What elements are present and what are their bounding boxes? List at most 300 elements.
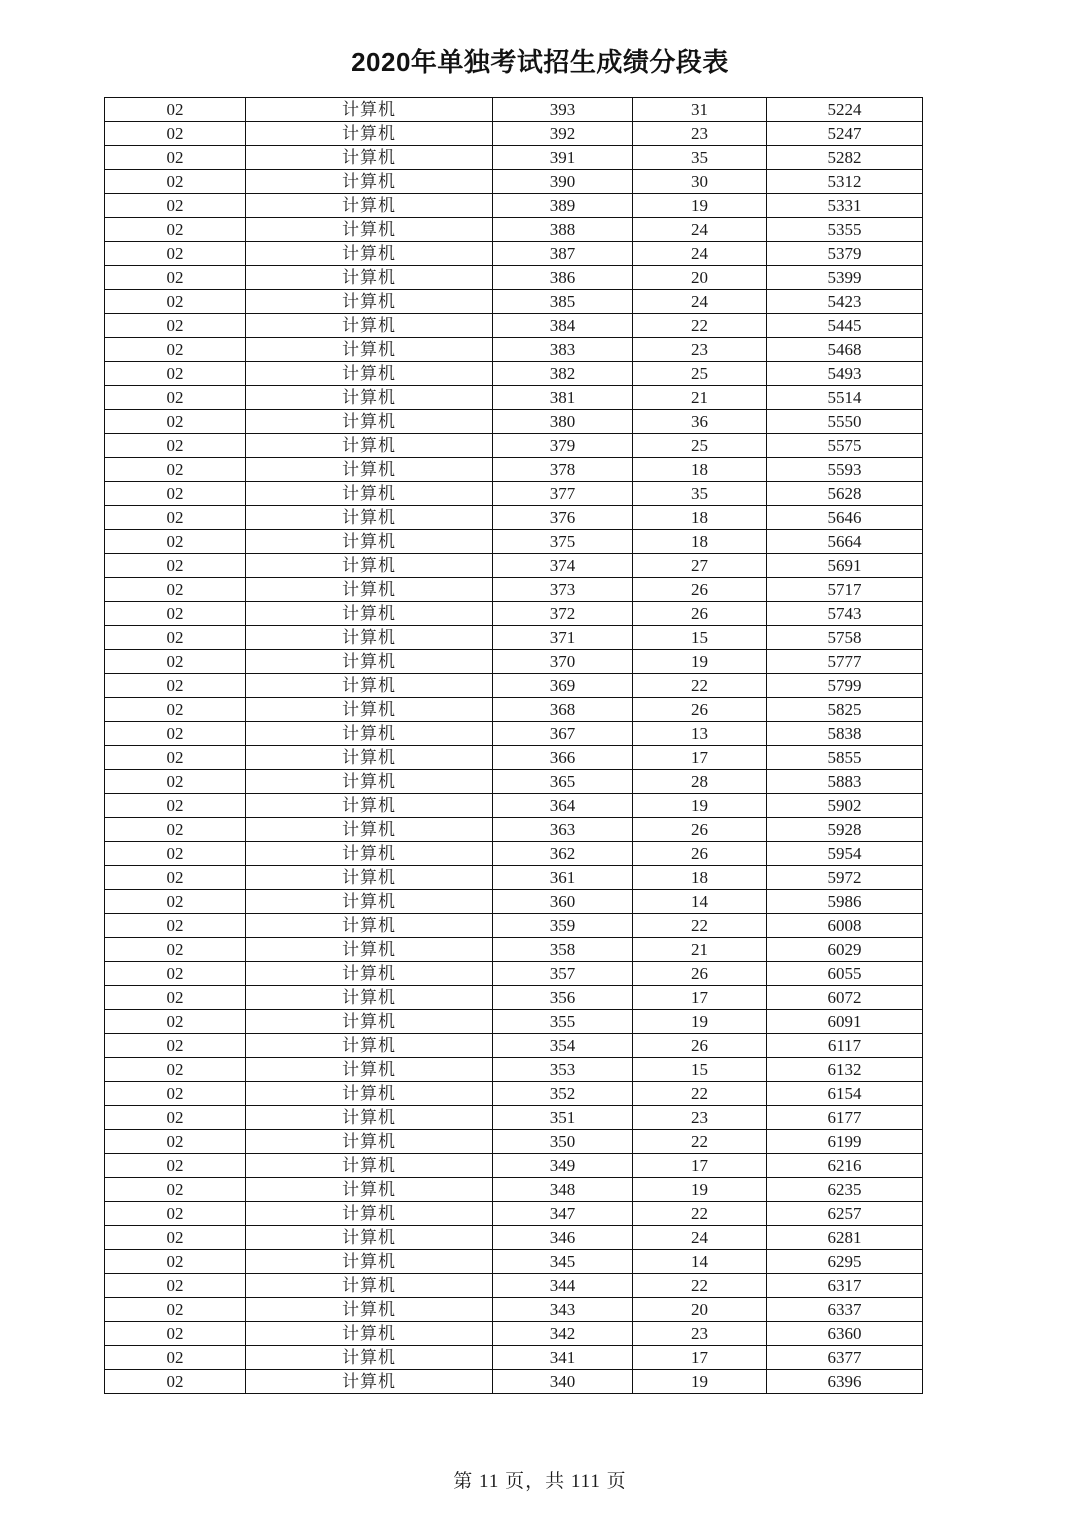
cell-cumulative: 5575 — [767, 434, 923, 458]
cell-subject-name: 计算机 — [246, 842, 493, 866]
cell-count: 19 — [633, 1370, 767, 1394]
cell-subject-name: 计算机 — [246, 1370, 493, 1394]
cell-subject-name: 计算机 — [246, 1034, 493, 1058]
page-title: 2020年单独考试招生成绩分段表 — [351, 47, 729, 77]
cell-category-code: 02 — [105, 698, 246, 722]
cell-subject-name: 计算机 — [246, 242, 493, 266]
cell-score: 369 — [493, 674, 633, 698]
table-row — [105, 1058, 923, 1082]
table-row — [105, 482, 923, 506]
cell-subject-name: 计算机 — [246, 434, 493, 458]
cell-score: 348 — [493, 1178, 633, 1202]
cell-score: 382 — [493, 362, 633, 386]
cell-count: 35 — [633, 482, 767, 506]
cell-subject-name: 计算机 — [246, 122, 493, 146]
cell-subject-name: 计算机 — [246, 1058, 493, 1082]
cell-score: 352 — [493, 1082, 633, 1106]
cell-score: 391 — [493, 146, 633, 170]
cell-category-code: 02 — [105, 602, 246, 626]
cell-category-code: 02 — [105, 578, 246, 602]
table-row — [105, 914, 923, 938]
cell-subject-name: 计算机 — [246, 218, 493, 242]
cell-category-code: 02 — [105, 818, 246, 842]
cell-score: 376 — [493, 506, 633, 530]
cell-score: 386 — [493, 266, 633, 290]
cell-score: 371 — [493, 626, 633, 650]
cell-count: 24 — [633, 242, 767, 266]
cell-cumulative: 6117 — [767, 1034, 923, 1058]
cell-subject-name: 计算机 — [246, 1298, 493, 1322]
cell-subject-name: 计算机 — [246, 1226, 493, 1250]
cell-subject-name: 计算机 — [246, 1154, 493, 1178]
cell-subject-name: 计算机 — [246, 1130, 493, 1154]
cell-subject-name: 计算机 — [246, 1202, 493, 1226]
cell-count: 24 — [633, 1226, 767, 1250]
cell-category-code: 02 — [105, 1226, 246, 1250]
cell-count: 26 — [633, 818, 767, 842]
table-row — [105, 1346, 923, 1370]
cell-subject-name: 计算机 — [246, 938, 493, 962]
cell-score: 359 — [493, 914, 633, 938]
cell-cumulative: 5355 — [767, 218, 923, 242]
cell-subject-name: 计算机 — [246, 1250, 493, 1274]
cell-count: 23 — [633, 1106, 767, 1130]
table-row — [105, 1322, 923, 1346]
cell-count: 18 — [633, 458, 767, 482]
table-row — [105, 194, 923, 218]
cell-category-code: 02 — [105, 338, 246, 362]
cell-category-code: 02 — [105, 1058, 246, 1082]
cell-score: 385 — [493, 290, 633, 314]
cell-score: 383 — [493, 338, 633, 362]
cell-category-code: 02 — [105, 1298, 246, 1322]
cell-subject-name: 计算机 — [246, 410, 493, 434]
cell-category-code: 02 — [105, 242, 246, 266]
cell-score: 354 — [493, 1034, 633, 1058]
cell-count: 23 — [633, 338, 767, 362]
cell-cumulative: 6317 — [767, 1274, 923, 1298]
cell-score: 388 — [493, 218, 633, 242]
table-row — [105, 722, 923, 746]
cell-category-code: 02 — [105, 530, 246, 554]
cell-cumulative: 5224 — [767, 98, 923, 122]
cell-cumulative: 6072 — [767, 986, 923, 1010]
cell-subject-name: 计算机 — [246, 482, 493, 506]
table-row — [105, 986, 923, 1010]
score-distribution-table-container — [104, 97, 922, 1394]
cell-count: 17 — [633, 746, 767, 770]
cell-category-code: 02 — [105, 194, 246, 218]
cell-cumulative: 5777 — [767, 650, 923, 674]
table-row — [105, 1154, 923, 1178]
cell-category-code: 02 — [105, 842, 246, 866]
cell-count: 26 — [633, 602, 767, 626]
cell-count: 35 — [633, 146, 767, 170]
cell-count: 20 — [633, 266, 767, 290]
cell-category-code: 02 — [105, 866, 246, 890]
table-row — [105, 1202, 923, 1226]
cell-cumulative: 6235 — [767, 1178, 923, 1202]
cell-count: 26 — [633, 578, 767, 602]
cell-subject-name: 计算机 — [246, 746, 493, 770]
table-row — [105, 1034, 923, 1058]
cell-count: 18 — [633, 530, 767, 554]
cell-cumulative: 5331 — [767, 194, 923, 218]
cell-subject-name: 计算机 — [246, 890, 493, 914]
cell-subject-name: 计算机 — [246, 506, 493, 530]
cell-cumulative: 5247 — [767, 122, 923, 146]
cell-count: 28 — [633, 770, 767, 794]
cell-score: 387 — [493, 242, 633, 266]
cell-score: 380 — [493, 410, 633, 434]
cell-subject-name: 计算机 — [246, 146, 493, 170]
cell-count: 22 — [633, 914, 767, 938]
cell-score: 353 — [493, 1058, 633, 1082]
cell-score: 389 — [493, 194, 633, 218]
cell-count: 18 — [633, 866, 767, 890]
cell-score: 375 — [493, 530, 633, 554]
cell-category-code: 02 — [105, 1154, 246, 1178]
cell-count: 24 — [633, 218, 767, 242]
table-row — [105, 770, 923, 794]
cell-count: 18 — [633, 506, 767, 530]
cell-count: 22 — [633, 674, 767, 698]
table-row — [105, 746, 923, 770]
table-row — [105, 338, 923, 362]
cell-cumulative: 6091 — [767, 1010, 923, 1034]
cell-category-code: 02 — [105, 794, 246, 818]
cell-subject-name: 计算机 — [246, 626, 493, 650]
score-distribution-table — [104, 97, 923, 1394]
cell-subject-name: 计算机 — [246, 170, 493, 194]
cell-cumulative: 5954 — [767, 842, 923, 866]
cell-subject-name: 计算机 — [246, 194, 493, 218]
table-row — [105, 266, 923, 290]
cell-score: 366 — [493, 746, 633, 770]
table-row — [105, 626, 923, 650]
cell-cumulative: 5902 — [767, 794, 923, 818]
cell-count: 36 — [633, 410, 767, 434]
cell-count: 21 — [633, 938, 767, 962]
cell-score: 343 — [493, 1298, 633, 1322]
cell-count: 26 — [633, 1034, 767, 1058]
table-row — [105, 938, 923, 962]
table-row — [105, 698, 923, 722]
cell-category-code: 02 — [105, 98, 246, 122]
cell-count: 21 — [633, 386, 767, 410]
cell-score: 346 — [493, 1226, 633, 1250]
cell-subject-name: 计算机 — [246, 554, 493, 578]
cell-subject-name: 计算机 — [246, 986, 493, 1010]
cell-cumulative: 6177 — [767, 1106, 923, 1130]
cell-category-code: 02 — [105, 986, 246, 1010]
cell-category-code: 02 — [105, 1274, 246, 1298]
table-row — [105, 1010, 923, 1034]
cell-subject-name: 计算机 — [246, 362, 493, 386]
table-row — [105, 530, 923, 554]
cell-cumulative: 5493 — [767, 362, 923, 386]
table-row — [105, 818, 923, 842]
cell-count: 22 — [633, 1274, 767, 1298]
cell-category-code: 02 — [105, 1202, 246, 1226]
cell-score: 356 — [493, 986, 633, 1010]
cell-category-code: 02 — [105, 1034, 246, 1058]
cell-subject-name: 计算机 — [246, 722, 493, 746]
page-footer: 第 11 页，共 111 页 — [453, 1471, 627, 1492]
cell-cumulative: 6216 — [767, 1154, 923, 1178]
cell-category-code: 02 — [105, 650, 246, 674]
cell-cumulative: 5628 — [767, 482, 923, 506]
cell-cumulative: 6360 — [767, 1322, 923, 1346]
cell-count: 26 — [633, 698, 767, 722]
cell-cumulative: 6132 — [767, 1058, 923, 1082]
table-row — [105, 962, 923, 986]
cell-count: 17 — [633, 1154, 767, 1178]
cell-score: 393 — [493, 98, 633, 122]
cell-score: 367 — [493, 722, 633, 746]
cell-cumulative: 5691 — [767, 554, 923, 578]
cell-score: 362 — [493, 842, 633, 866]
cell-score: 365 — [493, 770, 633, 794]
cell-score: 368 — [493, 698, 633, 722]
cell-category-code: 02 — [105, 1370, 246, 1394]
cell-count: 19 — [633, 1010, 767, 1034]
cell-cumulative: 5399 — [767, 266, 923, 290]
cell-subject-name: 计算机 — [246, 338, 493, 362]
cell-count: 31 — [633, 98, 767, 122]
table-row — [105, 410, 923, 434]
cell-count: 27 — [633, 554, 767, 578]
cell-subject-name: 计算机 — [246, 1010, 493, 1034]
cell-cumulative: 5282 — [767, 146, 923, 170]
cell-score: 350 — [493, 1130, 633, 1154]
cell-subject-name: 计算机 — [246, 1346, 493, 1370]
cell-category-code: 02 — [105, 482, 246, 506]
cell-count: 17 — [633, 1346, 767, 1370]
cell-count: 20 — [633, 1298, 767, 1322]
cell-count: 22 — [633, 1202, 767, 1226]
cell-cumulative: 6154 — [767, 1082, 923, 1106]
cell-category-code: 02 — [105, 434, 246, 458]
cell-subject-name: 计算机 — [246, 1082, 493, 1106]
cell-category-code: 02 — [105, 770, 246, 794]
cell-category-code: 02 — [105, 962, 246, 986]
cell-cumulative: 5514 — [767, 386, 923, 410]
cell-count: 23 — [633, 1322, 767, 1346]
cell-score: 392 — [493, 122, 633, 146]
cell-cumulative: 6029 — [767, 938, 923, 962]
table-row — [105, 218, 923, 242]
cell-subject-name: 计算机 — [246, 1322, 493, 1346]
cell-subject-name: 计算机 — [246, 650, 493, 674]
cell-score: 373 — [493, 578, 633, 602]
cell-category-code: 02 — [105, 722, 246, 746]
cell-subject-name: 计算机 — [246, 818, 493, 842]
cell-score: 370 — [493, 650, 633, 674]
cell-subject-name: 计算机 — [246, 290, 493, 314]
table-row — [105, 890, 923, 914]
cell-category-code: 02 — [105, 290, 246, 314]
cell-score: 381 — [493, 386, 633, 410]
cell-count: 30 — [633, 170, 767, 194]
cell-category-code: 02 — [105, 674, 246, 698]
cell-subject-name: 计算机 — [246, 698, 493, 722]
table-row — [105, 1298, 923, 1322]
cell-count: 25 — [633, 362, 767, 386]
cell-cumulative: 5646 — [767, 506, 923, 530]
cell-category-code: 02 — [105, 1346, 246, 1370]
cell-category-code: 02 — [105, 146, 246, 170]
table-row — [105, 602, 923, 626]
cell-score: 361 — [493, 866, 633, 890]
cell-subject-name: 计算机 — [246, 770, 493, 794]
cell-category-code: 02 — [105, 1178, 246, 1202]
cell-count: 19 — [633, 194, 767, 218]
cell-score: 384 — [493, 314, 633, 338]
cell-count: 13 — [633, 722, 767, 746]
cell-category-code: 02 — [105, 938, 246, 962]
cell-cumulative: 6377 — [767, 1346, 923, 1370]
cell-cumulative: 5883 — [767, 770, 923, 794]
cell-count: 14 — [633, 890, 767, 914]
cell-cumulative: 5758 — [767, 626, 923, 650]
cell-category-code: 02 — [105, 1250, 246, 1274]
cell-cumulative: 6337 — [767, 1298, 923, 1322]
cell-count: 15 — [633, 1058, 767, 1082]
table-row — [105, 842, 923, 866]
cell-score: 363 — [493, 818, 633, 842]
cell-category-code: 02 — [105, 218, 246, 242]
cell-category-code: 02 — [105, 1010, 246, 1034]
cell-subject-name: 计算机 — [246, 314, 493, 338]
cell-cumulative: 6257 — [767, 1202, 923, 1226]
cell-subject-name: 计算机 — [246, 1178, 493, 1202]
cell-cumulative: 5799 — [767, 674, 923, 698]
cell-score: 341 — [493, 1346, 633, 1370]
cell-subject-name: 计算机 — [246, 602, 493, 626]
cell-category-code: 02 — [105, 506, 246, 530]
cell-category-code: 02 — [105, 626, 246, 650]
table-row — [105, 458, 923, 482]
cell-count: 17 — [633, 986, 767, 1010]
cell-subject-name: 计算机 — [246, 530, 493, 554]
table-row — [105, 122, 923, 146]
table-row — [105, 1082, 923, 1106]
table-row — [105, 1370, 923, 1394]
cell-score: 357 — [493, 962, 633, 986]
cell-score: 355 — [493, 1010, 633, 1034]
table-row — [105, 674, 923, 698]
table-row — [105, 314, 923, 338]
cell-count: 14 — [633, 1250, 767, 1274]
cell-score: 340 — [493, 1370, 633, 1394]
cell-category-code: 02 — [105, 554, 246, 578]
cell-count: 23 — [633, 122, 767, 146]
cell-cumulative: 5928 — [767, 818, 923, 842]
score-distribution-table-body — [105, 98, 923, 1394]
cell-count: 24 — [633, 290, 767, 314]
cell-category-code: 02 — [105, 122, 246, 146]
cell-count: 19 — [633, 1178, 767, 1202]
cell-count: 19 — [633, 650, 767, 674]
table-row — [105, 1178, 923, 1202]
cell-cumulative: 5379 — [767, 242, 923, 266]
table-row — [105, 1226, 923, 1250]
cell-cumulative: 6281 — [767, 1226, 923, 1250]
cell-subject-name: 计算机 — [246, 98, 493, 122]
cell-cumulative: 5972 — [767, 866, 923, 890]
cell-count: 22 — [633, 1082, 767, 1106]
cell-cumulative: 5838 — [767, 722, 923, 746]
cell-cumulative: 6055 — [767, 962, 923, 986]
cell-category-code: 02 — [105, 1322, 246, 1346]
cell-cumulative: 5593 — [767, 458, 923, 482]
cell-category-code: 02 — [105, 170, 246, 194]
cell-cumulative: 5423 — [767, 290, 923, 314]
cell-subject-name: 计算机 — [246, 914, 493, 938]
cell-subject-name: 计算机 — [246, 386, 493, 410]
cell-cumulative: 6199 — [767, 1130, 923, 1154]
table-row — [105, 554, 923, 578]
cell-score: 360 — [493, 890, 633, 914]
cell-score: 349 — [493, 1154, 633, 1178]
table-row — [105, 290, 923, 314]
cell-count: 25 — [633, 434, 767, 458]
cell-category-code: 02 — [105, 1130, 246, 1154]
cell-subject-name: 计算机 — [246, 674, 493, 698]
table-row — [105, 1274, 923, 1298]
table-row — [105, 866, 923, 890]
cell-cumulative: 5825 — [767, 698, 923, 722]
cell-score: 344 — [493, 1274, 633, 1298]
cell-category-code: 02 — [105, 458, 246, 482]
cell-score: 347 — [493, 1202, 633, 1226]
cell-category-code: 02 — [105, 314, 246, 338]
cell-cumulative: 5743 — [767, 602, 923, 626]
table-row — [105, 362, 923, 386]
cell-subject-name: 计算机 — [246, 1106, 493, 1130]
cell-cumulative: 5717 — [767, 578, 923, 602]
table-row — [105, 170, 923, 194]
cell-subject-name: 计算机 — [246, 962, 493, 986]
table-row — [105, 98, 923, 122]
cell-category-code: 02 — [105, 746, 246, 770]
cell-cumulative: 5855 — [767, 746, 923, 770]
cell-score: 378 — [493, 458, 633, 482]
table-row — [105, 386, 923, 410]
table-row — [105, 434, 923, 458]
cell-count: 26 — [633, 962, 767, 986]
cell-cumulative: 5550 — [767, 410, 923, 434]
cell-subject-name: 计算机 — [246, 1274, 493, 1298]
table-row — [105, 794, 923, 818]
cell-cumulative: 5445 — [767, 314, 923, 338]
cell-count: 15 — [633, 626, 767, 650]
cell-count: 26 — [633, 842, 767, 866]
cell-category-code: 02 — [105, 1106, 246, 1130]
cell-subject-name: 计算机 — [246, 458, 493, 482]
cell-score: 358 — [493, 938, 633, 962]
table-row — [105, 578, 923, 602]
cell-category-code: 02 — [105, 386, 246, 410]
table-row — [105, 1250, 923, 1274]
cell-category-code: 02 — [105, 890, 246, 914]
cell-subject-name: 计算机 — [246, 578, 493, 602]
cell-score: 374 — [493, 554, 633, 578]
cell-score: 342 — [493, 1322, 633, 1346]
cell-score: 345 — [493, 1250, 633, 1274]
cell-subject-name: 计算机 — [246, 866, 493, 890]
